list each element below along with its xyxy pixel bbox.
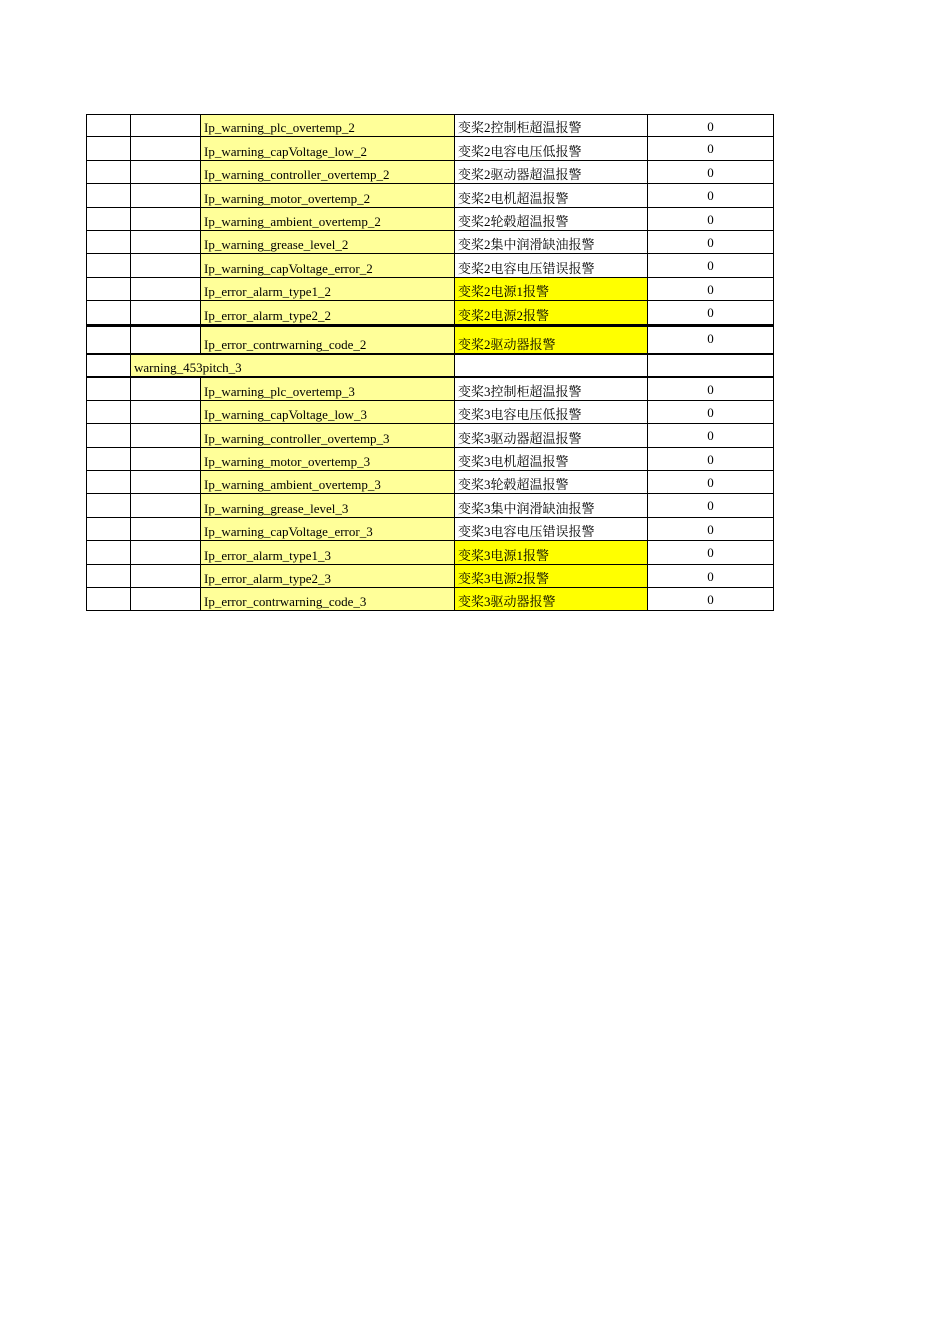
description-cell[interactable] bbox=[455, 424, 648, 447]
description-text: 变桨2驱动器报警 bbox=[458, 336, 556, 352]
table-row bbox=[86, 518, 774, 541]
description-text: 变桨3集中润滑缺油报警 bbox=[458, 500, 595, 516]
variable-cell[interactable] bbox=[201, 588, 455, 611]
description-text: 变桨2电容电压低报警 bbox=[458, 143, 582, 159]
variable-name: Ip_warning_ambient_overtemp_3 bbox=[204, 477, 381, 493]
group-cell[interactable] bbox=[131, 518, 201, 541]
index-cell[interactable] bbox=[86, 565, 131, 588]
value-text: 0 bbox=[707, 404, 714, 420]
variable-cell[interactable] bbox=[201, 565, 455, 588]
value-text: 0 bbox=[707, 330, 714, 346]
description-text: 变桨3轮毂超温报警 bbox=[458, 477, 569, 493]
variable-name: Ip_error_alarm_type2_3 bbox=[204, 571, 332, 587]
group-cell[interactable] bbox=[131, 424, 201, 447]
index-cell[interactable] bbox=[86, 137, 131, 160]
index-cell[interactable] bbox=[86, 254, 131, 277]
value-cell[interactable] bbox=[648, 424, 774, 447]
group-cell[interactable] bbox=[131, 278, 201, 301]
index-cell[interactable] bbox=[86, 355, 131, 378]
variable-cell[interactable] bbox=[201, 254, 455, 277]
index-cell[interactable] bbox=[86, 471, 131, 494]
group-header-cell[interactable] bbox=[131, 355, 455, 378]
variable-name: Ip_warning_capVoltage_low_2 bbox=[204, 143, 367, 159]
value-cell[interactable] bbox=[648, 518, 774, 541]
value-text: 0 bbox=[707, 141, 714, 157]
table-row bbox=[86, 301, 774, 324]
variable-cell[interactable] bbox=[201, 518, 455, 541]
variable-name: Ip_error_alarm_type1_3 bbox=[204, 547, 332, 563]
variable-name: Ip_warning_controller_overtemp_3 bbox=[204, 430, 390, 446]
description-cell[interactable] bbox=[455, 254, 648, 277]
index-cell[interactable] bbox=[86, 208, 131, 231]
value-text: 0 bbox=[707, 164, 714, 180]
description-text: 变桨3电机超温报警 bbox=[458, 454, 569, 470]
value-cell[interactable] bbox=[648, 355, 774, 378]
variable-name: Ip_error_alarm_type2_2 bbox=[204, 307, 332, 323]
description-cell[interactable] bbox=[455, 325, 648, 355]
index-cell[interactable] bbox=[86, 541, 131, 564]
value-text: 0 bbox=[707, 211, 714, 227]
variable-name: Ip_warning_motor_overtemp_3 bbox=[204, 454, 371, 470]
variable-cell[interactable] bbox=[201, 448, 455, 471]
group-cell[interactable] bbox=[131, 541, 201, 564]
index-cell[interactable] bbox=[86, 588, 131, 611]
index-cell[interactable] bbox=[86, 161, 131, 184]
index-cell[interactable] bbox=[86, 518, 131, 541]
description-cell[interactable] bbox=[455, 588, 648, 611]
index-cell[interactable] bbox=[86, 231, 131, 254]
description-text: 变桨2驱动器超温报警 bbox=[458, 167, 582, 183]
index-cell[interactable] bbox=[86, 424, 131, 447]
value-cell[interactable] bbox=[648, 278, 774, 301]
description-cell[interactable] bbox=[455, 114, 648, 137]
variable-name: Ip_warning_ambient_overtemp_2 bbox=[204, 213, 381, 229]
variable-name: Ip_warning_plc_overtemp_3 bbox=[204, 383, 355, 399]
group-cell[interactable] bbox=[131, 565, 201, 588]
table-row bbox=[86, 494, 774, 517]
description-text: 变桨3驱动器报警 bbox=[458, 594, 556, 610]
table-row bbox=[86, 254, 774, 277]
table-row bbox=[86, 161, 774, 184]
variable-cell[interactable] bbox=[201, 114, 455, 137]
description-cell[interactable] bbox=[455, 378, 648, 401]
group-cell[interactable] bbox=[131, 401, 201, 424]
group-cell[interactable] bbox=[131, 161, 201, 184]
index-cell[interactable] bbox=[86, 278, 131, 301]
group-header-row bbox=[86, 355, 774, 378]
value-cell[interactable] bbox=[648, 208, 774, 231]
value-text: 0 bbox=[707, 305, 714, 321]
variable-cell[interactable] bbox=[201, 184, 455, 207]
group-cell[interactable] bbox=[131, 471, 201, 494]
description-text: 变桨2控制柜超温报警 bbox=[458, 120, 582, 136]
value-text: 0 bbox=[707, 381, 714, 397]
value-text: 0 bbox=[707, 428, 714, 444]
group-cell[interactable] bbox=[131, 301, 201, 324]
description-cell[interactable] bbox=[455, 301, 648, 324]
value-text: 0 bbox=[707, 119, 714, 134]
group-cell[interactable] bbox=[131, 208, 201, 231]
table-row bbox=[86, 424, 774, 447]
variable-cell[interactable] bbox=[201, 208, 455, 231]
variable-cell[interactable] bbox=[201, 231, 455, 254]
group-cell[interactable] bbox=[131, 254, 201, 277]
description-cell[interactable] bbox=[455, 494, 648, 517]
group-cell[interactable] bbox=[131, 231, 201, 254]
group-cell[interactable] bbox=[131, 114, 201, 137]
table-row bbox=[86, 278, 774, 301]
group-cell[interactable] bbox=[131, 137, 201, 160]
table-row bbox=[86, 448, 774, 471]
index-cell[interactable] bbox=[86, 184, 131, 207]
description-text: 变桨2轮毂超温报警 bbox=[458, 213, 569, 229]
index-cell[interactable] bbox=[86, 325, 131, 355]
value-text: 0 bbox=[707, 451, 714, 467]
variable-cell[interactable] bbox=[201, 325, 455, 355]
group-cell[interactable] bbox=[131, 378, 201, 401]
table-row bbox=[86, 184, 774, 207]
variable-name: Ip_error_contrwarning_code_3 bbox=[204, 594, 367, 610]
value-text: 0 bbox=[707, 568, 714, 584]
description-text: 变桨3驱动器超温报警 bbox=[458, 430, 582, 446]
table-row bbox=[86, 471, 774, 494]
description-cell[interactable] bbox=[455, 471, 648, 494]
index-cell[interactable] bbox=[86, 448, 131, 471]
variable-name: Ip_error_contrwarning_code_2 bbox=[204, 336, 367, 352]
value-cell[interactable] bbox=[648, 448, 774, 471]
description-cell[interactable] bbox=[455, 184, 648, 207]
variable-cell[interactable] bbox=[201, 378, 455, 401]
variable-cell[interactable] bbox=[201, 278, 455, 301]
description-text: 变桨3电源1报警 bbox=[458, 547, 550, 563]
variable-cell[interactable] bbox=[201, 471, 455, 494]
group-cell[interactable] bbox=[131, 494, 201, 517]
variable-cell[interactable] bbox=[201, 541, 455, 564]
variable-name: Ip_warning_grease_level_3 bbox=[204, 500, 349, 516]
variable-cell[interactable] bbox=[201, 161, 455, 184]
description-cell[interactable] bbox=[455, 541, 648, 564]
description-cell[interactable] bbox=[455, 518, 648, 541]
description-cell[interactable] bbox=[455, 208, 648, 231]
value-cell[interactable] bbox=[648, 378, 774, 401]
variable-name: Ip_warning_plc_overtemp_2 bbox=[204, 120, 355, 136]
group-header-label: warning_453pitch_3 bbox=[134, 359, 242, 375]
variable-name: Ip_warning_grease_level_2 bbox=[204, 237, 349, 253]
value-cell[interactable] bbox=[648, 471, 774, 494]
value-text: 0 bbox=[707, 592, 714, 608]
variable-cell[interactable] bbox=[201, 401, 455, 424]
variable-name: Ip_warning_controller_overtemp_2 bbox=[204, 167, 390, 183]
value-cell[interactable] bbox=[648, 231, 774, 254]
table-row bbox=[86, 565, 774, 588]
value-cell[interactable] bbox=[648, 137, 774, 160]
table-row bbox=[86, 378, 774, 401]
value-text: 0 bbox=[707, 258, 714, 274]
description-cell[interactable] bbox=[455, 565, 648, 588]
table-row bbox=[86, 588, 774, 611]
group-cell[interactable] bbox=[131, 325, 201, 355]
value-cell[interactable] bbox=[648, 161, 774, 184]
value-text: 0 bbox=[707, 475, 714, 491]
description-cell[interactable] bbox=[455, 137, 648, 160]
value-text: 0 bbox=[707, 188, 714, 204]
description-cell[interactable] bbox=[455, 401, 648, 424]
table-row bbox=[86, 401, 774, 424]
value-text: 0 bbox=[707, 498, 714, 514]
variable-name: Ip_warning_capVoltage_error_3 bbox=[204, 524, 373, 540]
table-row bbox=[86, 325, 774, 355]
group-cell[interactable] bbox=[131, 448, 201, 471]
value-text: 0 bbox=[707, 545, 714, 561]
value-cell[interactable] bbox=[648, 254, 774, 277]
description-text: 变桨2电源2报警 bbox=[458, 307, 550, 323]
table-row bbox=[86, 137, 774, 160]
variable-name: Ip_warning_capVoltage_error_2 bbox=[204, 260, 373, 276]
value-cell[interactable] bbox=[648, 541, 774, 564]
value-cell[interactable] bbox=[648, 401, 774, 424]
description-text: 变桨3电容电压错误报警 bbox=[458, 524, 595, 540]
value-cell[interactable] bbox=[648, 301, 774, 324]
group-cell[interactable] bbox=[131, 184, 201, 207]
description-text: 变桨2电机超温报警 bbox=[458, 190, 569, 206]
description-text: 变桨3控制柜超温报警 bbox=[458, 383, 582, 399]
value-text: 0 bbox=[707, 281, 714, 297]
description-text: 变桨3电源2报警 bbox=[458, 571, 550, 587]
value-cell[interactable] bbox=[648, 494, 774, 517]
value-cell[interactable] bbox=[648, 184, 774, 207]
spreadsheet-table bbox=[86, 114, 774, 611]
index-cell[interactable] bbox=[86, 378, 131, 401]
description-text: 变桨3电容电压低报警 bbox=[458, 407, 582, 423]
table-row bbox=[86, 231, 774, 254]
value-cell[interactable] bbox=[648, 114, 774, 137]
group-cell[interactable] bbox=[131, 588, 201, 611]
description-cell[interactable] bbox=[455, 355, 648, 378]
description-text: 变桨2电容电压错误报警 bbox=[458, 260, 595, 276]
value-cell[interactable] bbox=[648, 588, 774, 611]
variable-name: Ip_warning_capVoltage_low_3 bbox=[204, 407, 367, 423]
variable-name: Ip_error_alarm_type1_2 bbox=[204, 284, 332, 300]
value-text: 0 bbox=[707, 234, 714, 250]
variable-cell[interactable] bbox=[201, 494, 455, 517]
variable-name: Ip_warning_motor_overtemp_2 bbox=[204, 190, 371, 206]
description-cell[interactable] bbox=[455, 278, 648, 301]
table-row bbox=[86, 541, 774, 564]
variable-cell[interactable] bbox=[201, 137, 455, 160]
index-cell[interactable] bbox=[86, 401, 131, 424]
index-cell[interactable] bbox=[86, 494, 131, 517]
description-cell[interactable] bbox=[455, 231, 648, 254]
index-cell[interactable] bbox=[86, 301, 131, 324]
value-cell[interactable] bbox=[648, 565, 774, 588]
variable-cell[interactable] bbox=[201, 424, 455, 447]
table-row bbox=[86, 114, 774, 137]
description-text: 变桨2电源1报警 bbox=[458, 284, 550, 300]
value-text: 0 bbox=[707, 521, 714, 537]
variable-cell[interactable] bbox=[201, 301, 455, 324]
description-text: 变桨2集中润滑缺油报警 bbox=[458, 237, 595, 253]
value-cell[interactable] bbox=[648, 325, 774, 355]
table-row bbox=[86, 208, 774, 231]
index-cell[interactable] bbox=[86, 114, 131, 137]
description-cell[interactable] bbox=[455, 448, 648, 471]
description-cell[interactable] bbox=[455, 161, 648, 184]
